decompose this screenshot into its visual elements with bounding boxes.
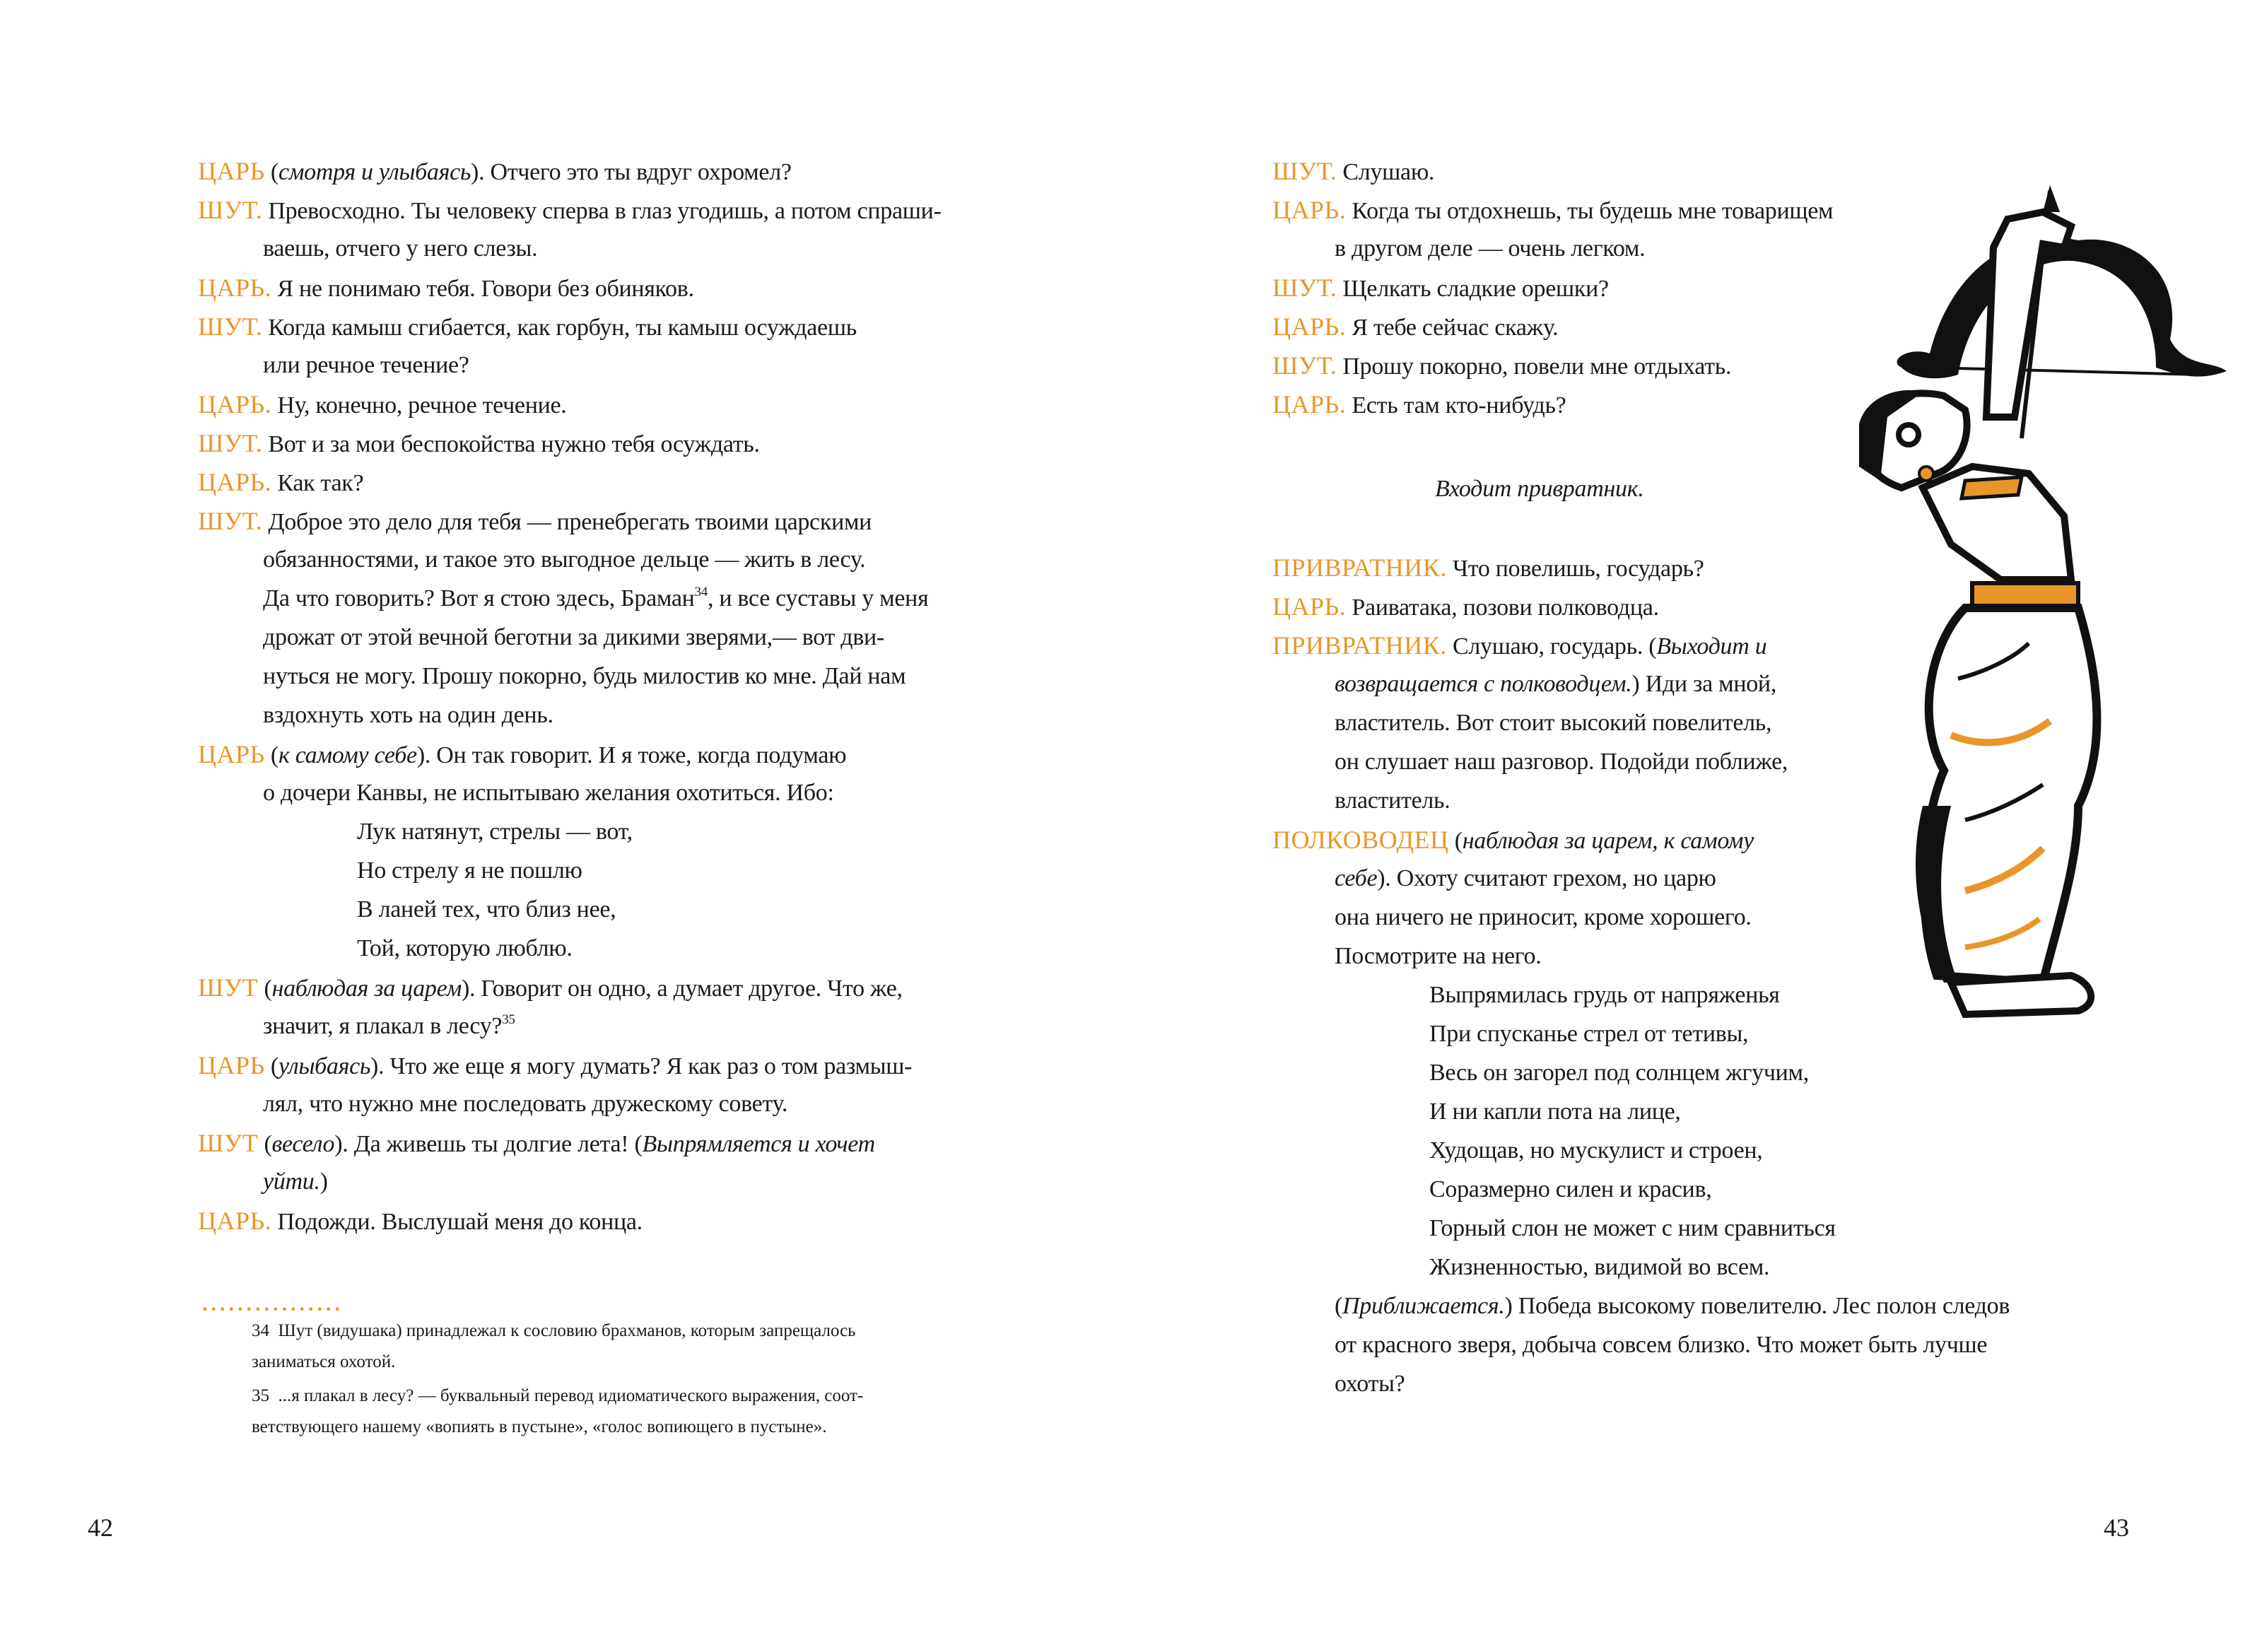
speaker-name: ЦАРЬ [198, 1051, 265, 1079]
line-text: Я тебе сейчас скажу. [1346, 315, 1559, 341]
bow-icon [1897, 238, 2227, 378]
line-text: Я не понимаю тебя. Говори без обиняков. [271, 276, 694, 302]
line-text: Доброе это дело для тебя — пренебрегать твоими царскими [262, 509, 872, 535]
line-text: Горный слон не может с ним сравниться [1429, 1215, 1836, 1241]
line-text: значит, я плакал в лесу? [263, 1013, 503, 1039]
stage-direction: смотря и улыбаясь [278, 159, 471, 185]
line-text: Той, которую люблю. [357, 935, 573, 961]
dialogue-line [198, 1051, 912, 1081]
verse-line [1429, 981, 1780, 1009]
archer-illustration [1845, 184, 2241, 1202]
dialogue-line [263, 351, 469, 380]
line-text: Превосходно. Ты человеку сперва в глаз угодишь, а потом спраши- [262, 198, 942, 224]
line-text: ваешь, отчего у него слезы. [263, 235, 538, 262]
verse-line [1429, 1020, 1748, 1048]
line-text: ) Иди за мной, [1631, 671, 1777, 697]
line-text: властитель. Вот стоит высокий повелитель, [1335, 710, 1772, 736]
line-text: ). Охоту считают грехом, но царю [1377, 865, 1716, 891]
line-text: ). Да живешь ты долгие лета! ( [334, 1131, 643, 1157]
dialogue-line [263, 585, 928, 613]
verse-line [1429, 1059, 1809, 1087]
line-text: в другом деле — очень легком. [1335, 235, 1646, 262]
line-text: , и все суставы у меня [707, 585, 929, 611]
line-text: Посмотрите на него. [1335, 943, 1542, 969]
footnote [252, 1386, 863, 1407]
verse-line [357, 818, 633, 846]
dialogue-line [263, 546, 865, 574]
line-text: вздохнуть хоть на один день. [263, 702, 553, 728]
verse-line [1429, 1214, 1836, 1243]
line-text: он слушает наш разговор. Подойди поближе, [1335, 749, 1788, 775]
dialogue-line [198, 312, 857, 342]
speaker-name: ЦАРЬ. [198, 468, 272, 496]
line-text: Соразмерно силен и красив, [1429, 1176, 1712, 1202]
speaker-name: ПРИВРАТНИК. [1272, 553, 1447, 582]
line-text: Худощав, но мускулист и строен, [1429, 1137, 1763, 1164]
line-text: охоты? [1335, 1371, 1405, 1397]
line-text: Выпрямилась грудь от напряженья [1429, 982, 1780, 1008]
dialogue-line [1335, 787, 1450, 815]
line-text: В ланей тех, что близ нее, [357, 896, 616, 922]
speaker-name: ЦАРЬ [198, 157, 265, 185]
stage-direction: себе [1335, 865, 1378, 891]
dialogue-line [198, 1207, 643, 1236]
speaker-name: ЦАРЬ [198, 740, 265, 768]
stage-direction: к самому себе [278, 742, 417, 768]
line-text: ) Победа высокому повелителю. Лес полон следов [1504, 1293, 2010, 1319]
line-text: ). Что же еще я могу думать? Я как раз о том размыш- [370, 1053, 913, 1079]
dialogue-line [1335, 235, 1645, 263]
dialogue-line [198, 1129, 875, 1159]
stage-direction: весело [271, 1131, 335, 1157]
dialogue-line [1335, 670, 1776, 698]
dialogue-line [263, 235, 537, 263]
speaker-name: ЦАРЬ. [1272, 196, 1347, 224]
dialogue-line [263, 1012, 515, 1041]
dialogue-line [1272, 826, 1754, 855]
speaker-name: ЦАРЬ. [198, 1207, 272, 1235]
speaker-name: ЦАРЬ. [198, 274, 272, 302]
line-text: Как так? [271, 470, 364, 496]
line-text: Слушаю, государь. ( [1446, 633, 1657, 660]
dialogue-line [1335, 865, 1716, 893]
line-text: ( [264, 1053, 279, 1079]
line-text: от красного зверя, добыча совсем близко. Что может быть лучше [1335, 1332, 1988, 1358]
line-text: Жизненностью, видимой во всем. [1429, 1254, 1770, 1280]
dialogue-line [263, 701, 553, 730]
speaker-name: ШУТ. [198, 196, 263, 224]
dialogue-line [263, 779, 834, 807]
speaker-name: ЦАРЬ. [198, 390, 272, 418]
verse-line [1429, 1253, 1769, 1282]
line-text: она ничего не приносит, кроме хорошего. [1335, 904, 1752, 930]
dialogue-line [198, 157, 792, 187]
line-text: Слушаю. [1337, 159, 1435, 185]
line-text: Раиватака, позови полководца. [1346, 594, 1659, 621]
line-text: ) [320, 1168, 328, 1195]
verse-line [357, 935, 573, 963]
dialogue-line [198, 507, 872, 537]
line-text: дрожат от этой вечной беготни за дикими зверями,— вот дви- [263, 624, 884, 650]
line-text: обязанностями, и такое это выгодное дельце — жить в лесу. [263, 546, 866, 573]
speaker-name: ШУТ [198, 973, 259, 1002]
page-number: 42 [88, 1513, 113, 1542]
line-text: Ну, конечно, речное течение. [271, 392, 567, 418]
dialogue-line [198, 196, 942, 225]
verse-line [1429, 1137, 1762, 1165]
dialogue-line [1272, 196, 1833, 225]
line-text: о дочери Канвы, не испытываю желания охотиться. Ибо: [263, 780, 834, 806]
footnote-number: 34 [252, 1321, 269, 1340]
footnote-ref: 34 [694, 585, 708, 599]
line-text: Подожди. Выслушай меня до конца. [271, 1209, 643, 1235]
stage-direction-line [1435, 475, 1644, 503]
line-text: ). Отчего это ты вдруг охромел? [471, 159, 792, 185]
line-text: нуться не могу. Прошу покорно, будь милостив ко мне. Дай нам [263, 663, 906, 689]
dialogue-line [1272, 631, 1766, 661]
footnote-number: 35 [252, 1386, 269, 1405]
dialogue-line [1335, 748, 1788, 776]
speaker-name: ШУТ. [1272, 274, 1337, 302]
stage-direction: Выпрямляется и хочет [642, 1131, 875, 1157]
speaker-name: ШУТ. [198, 429, 263, 457]
dialogue-line [263, 1090, 787, 1118]
footnote [252, 1320, 856, 1342]
dialogue-line [1272, 274, 1609, 303]
speaker-name: ЦАРЬ. [1272, 312, 1347, 341]
dialogue-line [198, 740, 846, 770]
footnote [252, 1352, 395, 1373]
speaker-name: ШУТ [198, 1129, 259, 1157]
line-text: Но стрелу я не пошлю [357, 857, 582, 884]
verse-line [357, 896, 616, 924]
speaker-name: ПРИВРАТНИК. [1272, 631, 1447, 660]
line-text: Есть там кто-нибудь? [1346, 392, 1566, 418]
speaker-name: ЦАРЬ. [1272, 390, 1347, 418]
line-text: ( [264, 742, 279, 768]
line-text: Когда камыш сгибается, как горбун, ты камыш осуждаешь [262, 315, 857, 341]
line-text: Лук натянут, стрелы — вот, [357, 819, 633, 845]
line-text: ( [258, 976, 272, 1002]
line-text: ( [264, 159, 279, 185]
dialogue-line [1272, 553, 1704, 583]
speaker-name: ЦАРЬ. [1272, 592, 1347, 621]
dialogue-line [1272, 351, 1731, 381]
verse-line [1429, 1098, 1681, 1126]
line-text: или речное течение? [263, 352, 469, 378]
dialogue-line [198, 429, 760, 459]
stage-direction: Выходит и [1656, 633, 1767, 660]
stage-direction: Приближается. [1342, 1293, 1505, 1319]
dialogue-line [263, 662, 906, 691]
line-text: ( [258, 1131, 272, 1157]
bowstring [1930, 368, 2198, 375]
footnote-ref: 35 [502, 1012, 515, 1027]
speaker-name: ШУТ. [198, 507, 263, 535]
verse-line [357, 857, 582, 885]
line-text: Весь он загорел под солнцем жгучим, [1429, 1060, 1809, 1086]
verse-line [1429, 1176, 1711, 1204]
dialogue-line [1272, 157, 1434, 187]
line-text: лял, что нужно мне последовать дружескому совету. [263, 1091, 788, 1117]
dialogue-line [198, 390, 567, 420]
dialogue-line [1335, 1331, 1987, 1359]
footnote-text: заниматься охотой. [252, 1352, 396, 1371]
line-text: Когда ты отдохнешь, ты будешь мне товарищем [1346, 198, 1834, 224]
dialogue-line [1335, 1370, 1405, 1398]
dialogue-line [263, 623, 884, 652]
dialogue-line [1272, 390, 1566, 420]
line-text: Что повелишь, государь? [1446, 556, 1704, 582]
stage-direction: Входит привратник. [1435, 476, 1644, 502]
dialogue-line [263, 1168, 328, 1196]
line-text: ( [1448, 828, 1463, 854]
stage-direction: возвращается с полководцем. [1335, 671, 1632, 697]
line-text: ). Говорит он одно, а думает другое. Что же, [461, 976, 903, 1002]
stage-direction: улыбаясь [278, 1053, 371, 1079]
dialogue-line [1335, 709, 1771, 737]
line-text: И ни капли пота на лице, [1429, 1099, 1681, 1125]
speaker-name: ШУТ. [198, 312, 263, 341]
dialogue-line [198, 468, 363, 498]
line-text: Вот и за мои беспокойства нужно тебя осуждать. [262, 431, 760, 457]
line-text: Щелкать сладкие орешки? [1337, 276, 1609, 302]
line-text: Да что говорить? Вот я стою здесь, Браман [263, 585, 695, 611]
stage-direction: уйти. [263, 1168, 320, 1195]
dialogue-line [198, 274, 694, 303]
dialogue-line [1335, 1292, 2010, 1320]
line-text: ). Он так говорит. И я тоже, когда подумаю [416, 742, 847, 768]
speaker-name: ШУТ. [1272, 351, 1337, 380]
line-text: ( [1335, 1293, 1343, 1319]
footnote-text: ...я плакал в лесу? — буквальный перевод идиоматического выражения, соот- [278, 1386, 864, 1405]
dialogue-line [198, 973, 903, 1003]
speaker-name: ШУТ. [1272, 157, 1337, 185]
footnote-text: Шут (видушака) принадлежал к сословию брахманов, которым запрещалось [278, 1321, 856, 1340]
line-text: При спусканье стрел от тетивы, [1429, 1021, 1749, 1047]
stage-direction: наблюдая за царем, к самому [1462, 828, 1754, 854]
page-number: 43 [2104, 1513, 2129, 1542]
line-text: Прошу покорно, повели мне отдыхать. [1337, 353, 1732, 380]
dialogue-line [1335, 942, 1541, 971]
footnote [252, 1417, 826, 1438]
footnote-separator: ................ [202, 1292, 344, 1316]
footnote-text: ветствующего нашему «вопиять в пустыне», «голос вопиющего в пустыне». [252, 1417, 827, 1436]
dialogue-line [1335, 903, 1752, 932]
stage-direction: наблюдая за царем [271, 976, 462, 1002]
line-text: властитель. [1335, 787, 1451, 814]
speaker-name: ПОЛКОВОДЕЦ [1272, 826, 1449, 854]
dialogue-line [1272, 312, 1558, 342]
dialogue-line [1272, 592, 1659, 622]
